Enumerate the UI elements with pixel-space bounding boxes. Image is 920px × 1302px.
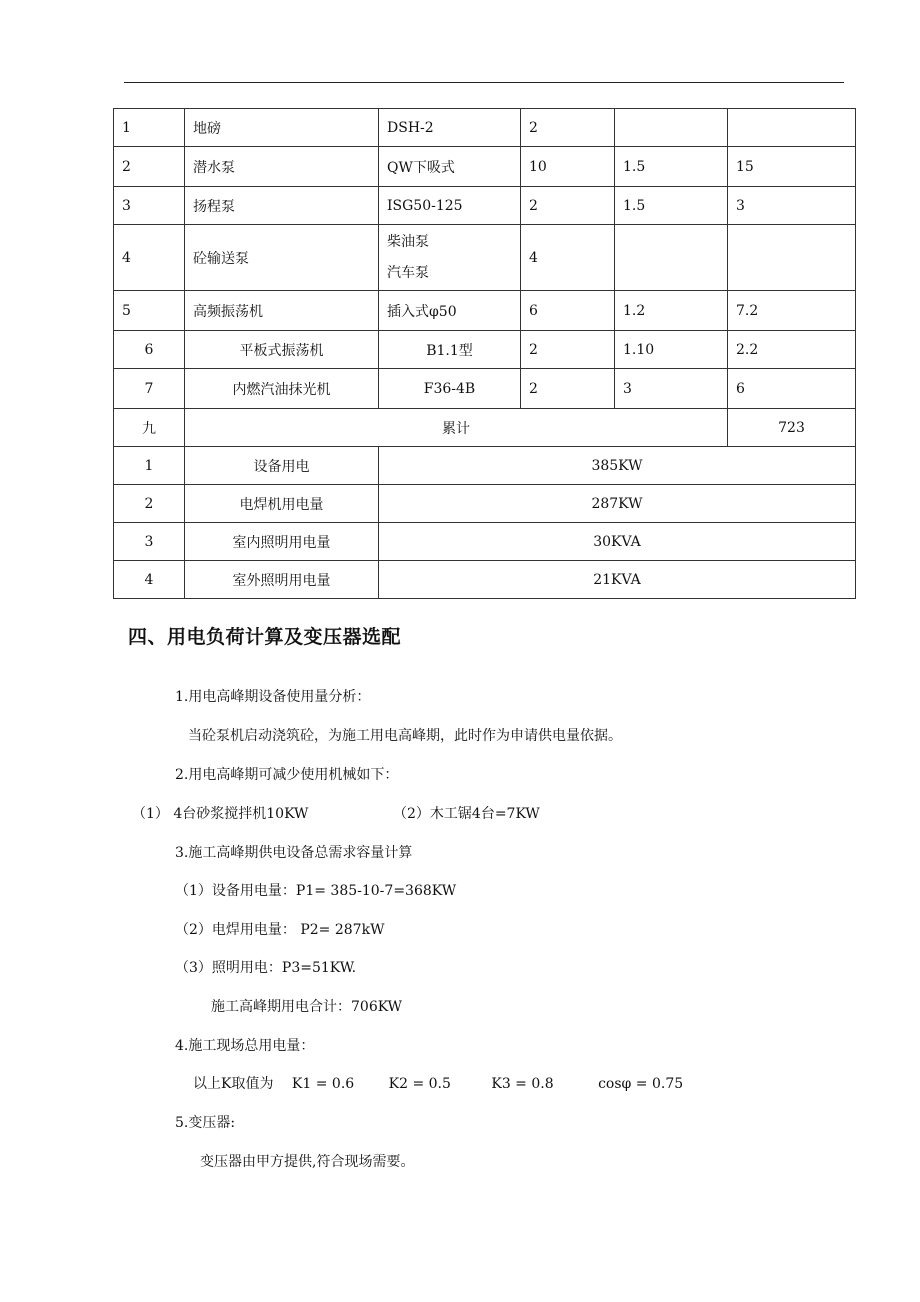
- summary-value: 287KW: [379, 485, 856, 523]
- cell-unit-power: [615, 225, 728, 291]
- cell-no: 2: [114, 485, 185, 523]
- table-total-row: [114, 409, 856, 447]
- coefficient-line: [193, 1073, 683, 1093]
- cell-unit-power: 1.5: [615, 187, 728, 225]
- cell-no: 2: [114, 147, 185, 187]
- cell-qty: 2: [521, 109, 615, 147]
- paragraph-13: 变压器由甲方提供,符合现场需要。: [200, 1154, 415, 1170]
- paragraph-7: （2）电焊用电量： P2= 287kW: [175, 922, 385, 938]
- cell-name: 扬程泵: [185, 187, 379, 225]
- cell-no: 6: [114, 331, 185, 369]
- cell-name: 地磅: [185, 109, 379, 147]
- cell-total-power: [728, 109, 856, 147]
- total-label: 累计: [185, 409, 728, 447]
- paragraph-8: （3）照明用电：P3=51KW.: [175, 960, 357, 976]
- cell-total-power: 7.2: [728, 291, 856, 331]
- k2-value: K2 = 0.5: [388, 1076, 451, 1092]
- model-line-1: 柴油泵: [387, 233, 429, 250]
- summary-row: [114, 523, 856, 561]
- paragraph-12: 5.变压器:: [175, 1115, 236, 1131]
- cell-unit-power: 1.5: [615, 147, 728, 187]
- cell-qty: 10: [521, 147, 615, 187]
- cos-phi-value: cosφ = 0.75: [598, 1076, 684, 1092]
- cell-no: 7: [114, 369, 185, 409]
- cell-model: [379, 225, 521, 291]
- cell-no: 1: [114, 109, 185, 147]
- cell-unit-power: 1.2: [615, 291, 728, 331]
- cell-no: 3: [114, 523, 185, 561]
- table-row: [114, 225, 856, 291]
- cell-qty: 2: [521, 369, 615, 409]
- cell-qty: 2: [521, 331, 615, 369]
- paragraph-5: 3.施工高峰期供电设备总需求容量计算: [175, 845, 413, 861]
- table-row: [114, 147, 856, 187]
- paragraph-9: 施工高峰期用电合计：706KW: [211, 999, 403, 1015]
- cell-qty: 4: [521, 225, 615, 291]
- cell-qty: 6: [521, 291, 615, 331]
- summary-value: 385KW: [379, 447, 856, 485]
- cell-model: 插入式φ50: [379, 291, 521, 331]
- cell-no: 3: [114, 187, 185, 225]
- table-row: [114, 109, 856, 147]
- section-heading: 四、用电负荷计算及变压器选配: [128, 626, 402, 648]
- cell-total-power: 6: [728, 369, 856, 409]
- cell-unit-power: [615, 109, 728, 147]
- cell-no: 4: [114, 225, 185, 291]
- cell-no: 5: [114, 291, 185, 331]
- total-value: 723: [728, 409, 856, 447]
- cell-no: 4: [114, 561, 185, 599]
- k1-value: K1 = 0.6: [291, 1076, 355, 1092]
- cell-no: 九: [114, 409, 185, 447]
- summary-value: 21KVA: [379, 561, 856, 599]
- cell-total-power: 2.2: [728, 331, 856, 369]
- cell-name: 平板式振荡机: [185, 331, 379, 369]
- cell-no: 1: [114, 447, 185, 485]
- summary-label: 电焊机用电量: [185, 485, 379, 523]
- cell-total-power: 15: [728, 147, 856, 187]
- cell-unit-power: 3: [615, 369, 728, 409]
- cell-model: QW下吸式: [379, 147, 521, 187]
- paragraph-6: （1）设备用电量：P1= 385-10-7=368KW: [175, 883, 457, 899]
- summary-row: [114, 447, 856, 485]
- cell-unit-power: 1.10: [615, 331, 728, 369]
- cell-model: F36-4B: [379, 369, 521, 409]
- paragraph-3: 2.用电高峰期可减少使用机械如下：: [175, 767, 399, 783]
- cell-name: 潜水泵: [185, 147, 379, 187]
- cell-name: 砼输送泵: [185, 225, 379, 291]
- cell-name: 高频振荡机: [185, 291, 379, 331]
- paragraph-4a: （1） 4台砂浆搅拌机10KW: [132, 806, 309, 822]
- paragraph-1: 1.用电高峰期设备使用量分析：: [175, 689, 371, 705]
- cell-model: DSH-2: [379, 109, 521, 147]
- summary-label: 室内照明用电量: [185, 523, 379, 561]
- paragraph-2: 当砼泵机启动浇筑砼，为施工用电高峰期，此时作为申请供电量依据。: [188, 728, 622, 744]
- cell-name: 内燃汽油抹光机: [185, 369, 379, 409]
- cell-qty: 2: [521, 187, 615, 225]
- k3-value: K3 = 0.8: [491, 1076, 554, 1092]
- model-line-2: 汽车泵: [387, 264, 429, 281]
- table-row: [114, 369, 856, 409]
- cell-total-power: [728, 225, 856, 291]
- table-row: [114, 291, 856, 331]
- summary-label: 室外照明用电量: [185, 561, 379, 599]
- cell-total-power: 3: [728, 187, 856, 225]
- cell-model: ISG50-125: [379, 187, 521, 225]
- coefficient-prefix: 以上K取值为: [193, 1076, 274, 1092]
- table-row: [114, 331, 856, 369]
- summary-label: 设备用电: [185, 447, 379, 485]
- summary-row: [114, 485, 856, 523]
- paragraph-10: 4.施工现场总用电量：: [175, 1038, 315, 1054]
- table-row: [114, 187, 856, 225]
- summary-value: 30KVA: [379, 523, 856, 561]
- summary-row: [114, 561, 856, 599]
- paragraph-4b: （2）木工锯4台=7KW: [393, 806, 540, 822]
- header-rule: [124, 82, 844, 83]
- equipment-power-table: [113, 108, 856, 599]
- cell-model: B1.1型: [379, 331, 521, 369]
